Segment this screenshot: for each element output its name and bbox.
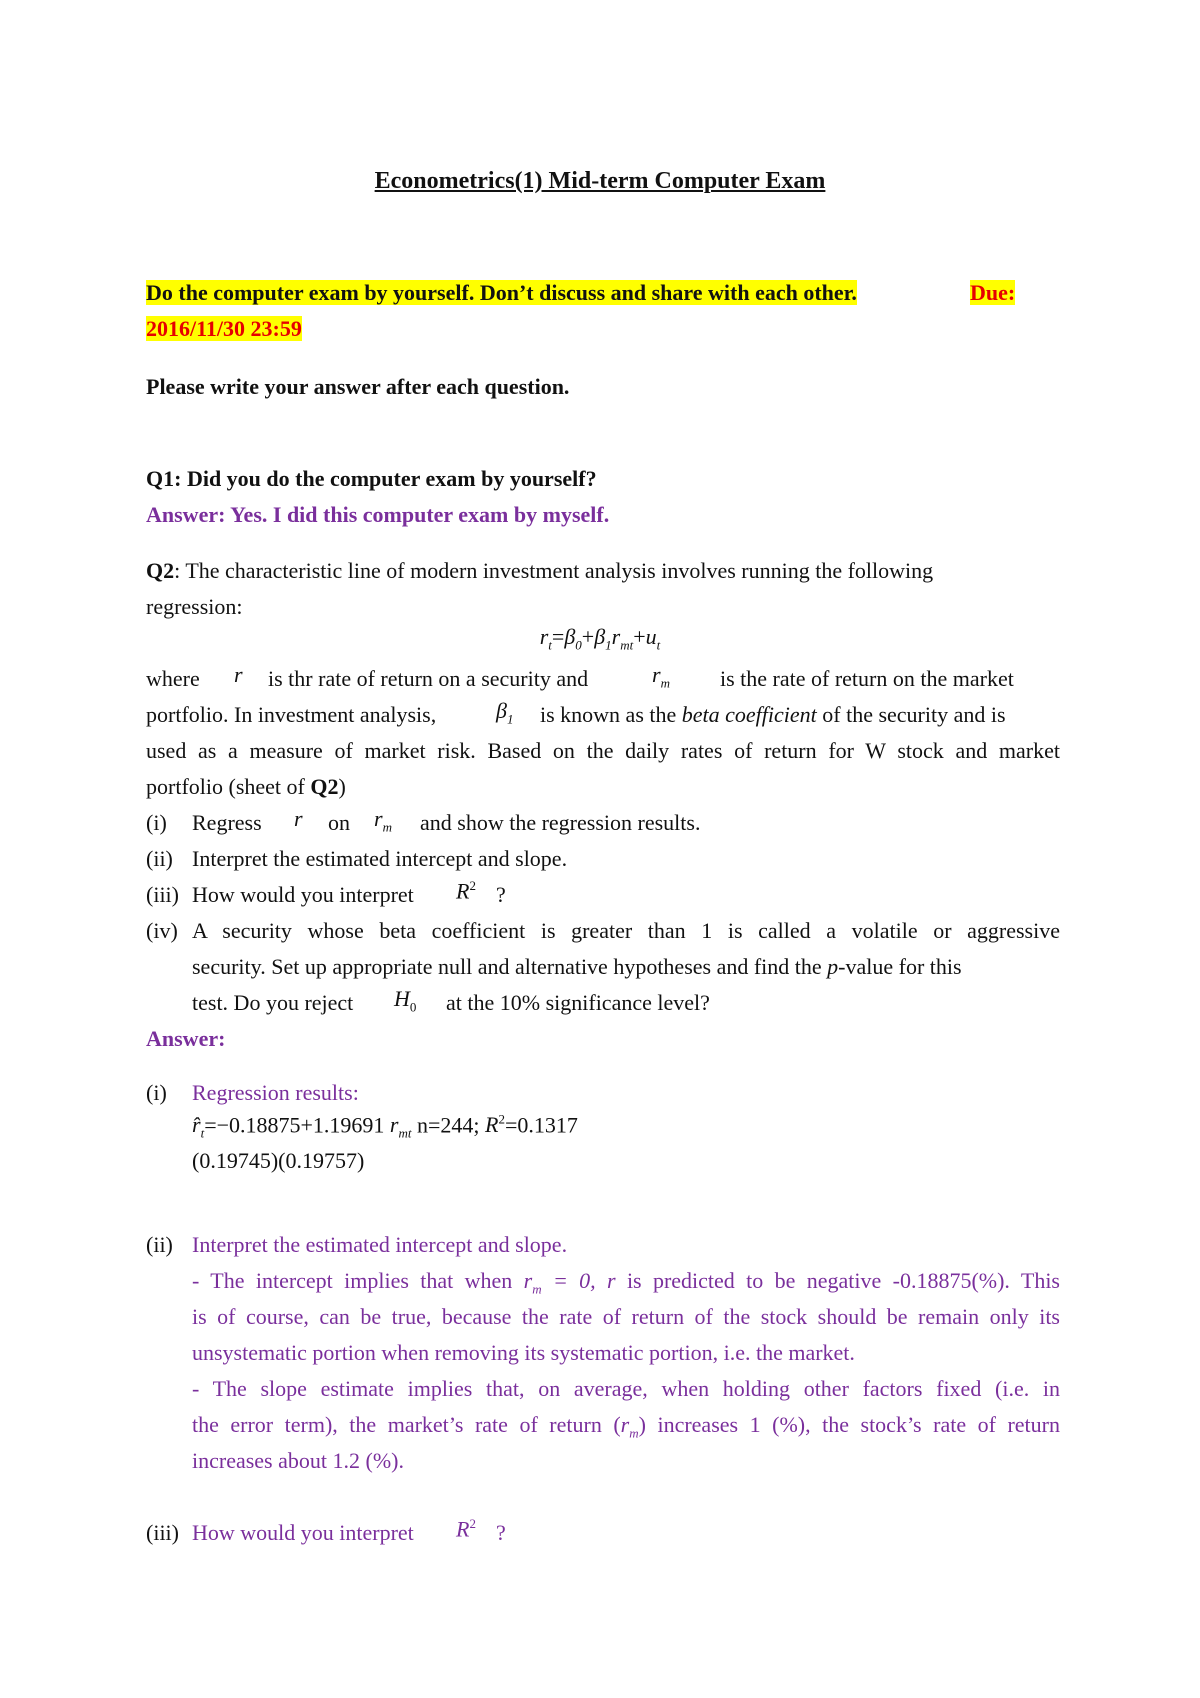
answer-ii-line-5-rm: $r_m$	[620, 1412, 639, 1441]
notice-line-1	[146, 280, 857, 306]
answer-ii-line-6: increases about 1.2 (%).	[192, 1448, 404, 1473]
answer-ii-line-1	[192, 1268, 1060, 1297]
q2-label: Q2	[146, 558, 175, 583]
item-i-text: and show the regression results.	[420, 810, 701, 835]
q2-regression-equation: $r_t=\beta_0+\beta_1r_{mt}+u_t$	[539, 624, 661, 653]
notice-due	[970, 280, 1015, 306]
answer-iii-number: (iii)	[146, 1520, 179, 1545]
answer-i-equation	[192, 1112, 578, 1142]
answer-i-heading: Regression results:	[192, 1080, 359, 1105]
q2-intro-text: : The characteristic line of modern investment analysis involves running the following	[174, 558, 934, 583]
q2-intro-line-1	[146, 558, 933, 584]
q2-sheet-close: )	[338, 774, 346, 799]
answer-ii-predicted-text: is predicted to be negative -0.18875(%). This	[626, 1268, 1060, 1293]
q1-answer: Answer: Yes. I did this computer exam by myself.	[146, 502, 610, 527]
notice-line-2	[146, 316, 302, 342]
item-ii-text: Interpret the estimated intercept and slope.	[192, 846, 568, 871]
answer-ii-intercept-text: - The intercept implies that when	[192, 1268, 513, 1293]
answer-ii-line-5-text: the error term), the market’s rate of return (	[192, 1412, 621, 1437]
q2-symbol-beta1: $\beta_1$	[496, 698, 514, 727]
answer-iii-r-squared: $R^2$	[456, 1516, 476, 1542]
document-title: Econometrics(1) Mid-term Computer Exam	[374, 168, 826, 194]
item-iv-line-3-rest: at the 10% significance level?	[446, 990, 710, 1015]
q2-portfolio-text-1: portfolio. In investment analysis,	[146, 702, 437, 727]
answer-ii-line-5-rest: ) increases 1 (%), the stock’s rate of return	[638, 1412, 1060, 1437]
item-ii-number: (ii)	[146, 846, 173, 871]
please-write-note: Please write your answer after each question.	[146, 374, 570, 399]
q2-intro-line-2: regression:	[146, 594, 243, 619]
answer-label: Answer:	[146, 1026, 226, 1051]
answer-i-rmt: $r_{mt}$	[389, 1112, 412, 1141]
answer-i-rhat: $r̂_t$	[192, 1112, 205, 1141]
q1-question: Q1: Did you do the computer exam by yourself?	[146, 466, 597, 491]
item-i-symbol-rm: $r_m$	[374, 806, 392, 835]
q2-symbol-r: r	[234, 662, 243, 687]
answer-ii-line-2: is of course, can be true, because the rate of return of the stock should be remain only its	[192, 1304, 1060, 1329]
q2-where-text: is thr rate of return on a security and	[268, 666, 589, 691]
answer-ii-line-4: - The slope estimate implies that, on average, when holding other factors fixed (i.e. in	[192, 1376, 1060, 1401]
item-iv-line-3-text: test. Do you reject	[192, 990, 354, 1015]
item-iii-question-mark: ?	[496, 882, 506, 907]
item-i-regress: Regress	[192, 810, 262, 835]
answer-ii-rm-symbol: $r_m$	[523, 1268, 542, 1297]
q2-where-word: where	[146, 666, 200, 691]
item-iii-r-squared: $R^2$	[456, 878, 476, 904]
q2-symbol-rm: $r_m$	[652, 662, 670, 691]
q2-sheet-text: portfolio (sheet of	[146, 774, 305, 799]
answer-i-r2-symbol: $R^2$	[485, 1112, 505, 1138]
answer-i-n: n=244	[416, 1112, 474, 1138]
item-iv-line-1: A security whose beta coefficient is greater than 1 is called a volatile or aggressive	[192, 918, 1060, 943]
answer-i-separator: ;	[473, 1112, 480, 1138]
answer-ii-equals-zero: = 0,	[552, 1268, 596, 1293]
due-date: 2016/11/30 23:59	[146, 316, 302, 341]
q2-sheet-line	[146, 774, 346, 800]
answer-ii-number: (ii)	[146, 1232, 173, 1257]
q2-portfolio-of-security: of the security and is	[822, 702, 1006, 727]
answer-ii-r-symbol: r	[607, 1268, 616, 1293]
due-label: Due:	[970, 280, 1016, 305]
item-i-symbol-r: r	[294, 806, 303, 831]
answer-ii-line-5	[192, 1412, 1060, 1441]
item-iv-number: (iv)	[146, 918, 178, 943]
answer-i-standard-errors: (0.19745)(0.19757)	[192, 1148, 365, 1173]
answer-i-r2-value: =0.1317	[504, 1112, 578, 1138]
q2-sheet-ref: Q2	[310, 774, 339, 799]
answer-ii-line-3: unsystematic portion when removing its systematic portion, i.e. the market.	[192, 1340, 855, 1365]
q2-risk-line: used as a measure of market risk. Based on the daily rates of return for W stock and market	[146, 738, 1060, 763]
q2-portfolio-known-as: is known as the	[540, 702, 677, 727]
notice-instruction: Do the computer exam by yourself. Don’t discuss and share with each other.	[146, 280, 857, 305]
answer-iii-heading: How would you interpret	[192, 1520, 414, 1545]
item-iv-p: p	[827, 954, 839, 979]
beta-coefficient-term: beta coefficient	[681, 702, 817, 727]
answer-ii-heading: Interpret the estimated intercept and slope.	[192, 1232, 568, 1257]
item-i-number: (i)	[146, 810, 167, 835]
q2-portfolio-text-2	[540, 702, 1006, 728]
q2-where-text-2: is the rate of return on the market	[720, 666, 1014, 691]
item-i-on: on	[328, 810, 350, 835]
answer-i-coefficients: =−0.18875+1.19691	[204, 1112, 385, 1138]
answer-iii-question-mark: ?	[496, 1520, 506, 1545]
item-iv-pvalue: -value for this	[838, 954, 962, 979]
item-iii-number: (iii)	[146, 882, 179, 907]
item-iii-text: How would you interpret	[192, 882, 414, 907]
item-iv-h0: $H_0$	[394, 986, 417, 1015]
item-iv-line-2	[192, 954, 962, 980]
item-iv-line-2-text: security. Set up appropriate null and alternative hypotheses and find the	[192, 954, 822, 979]
answer-i-number: (i)	[146, 1080, 167, 1105]
